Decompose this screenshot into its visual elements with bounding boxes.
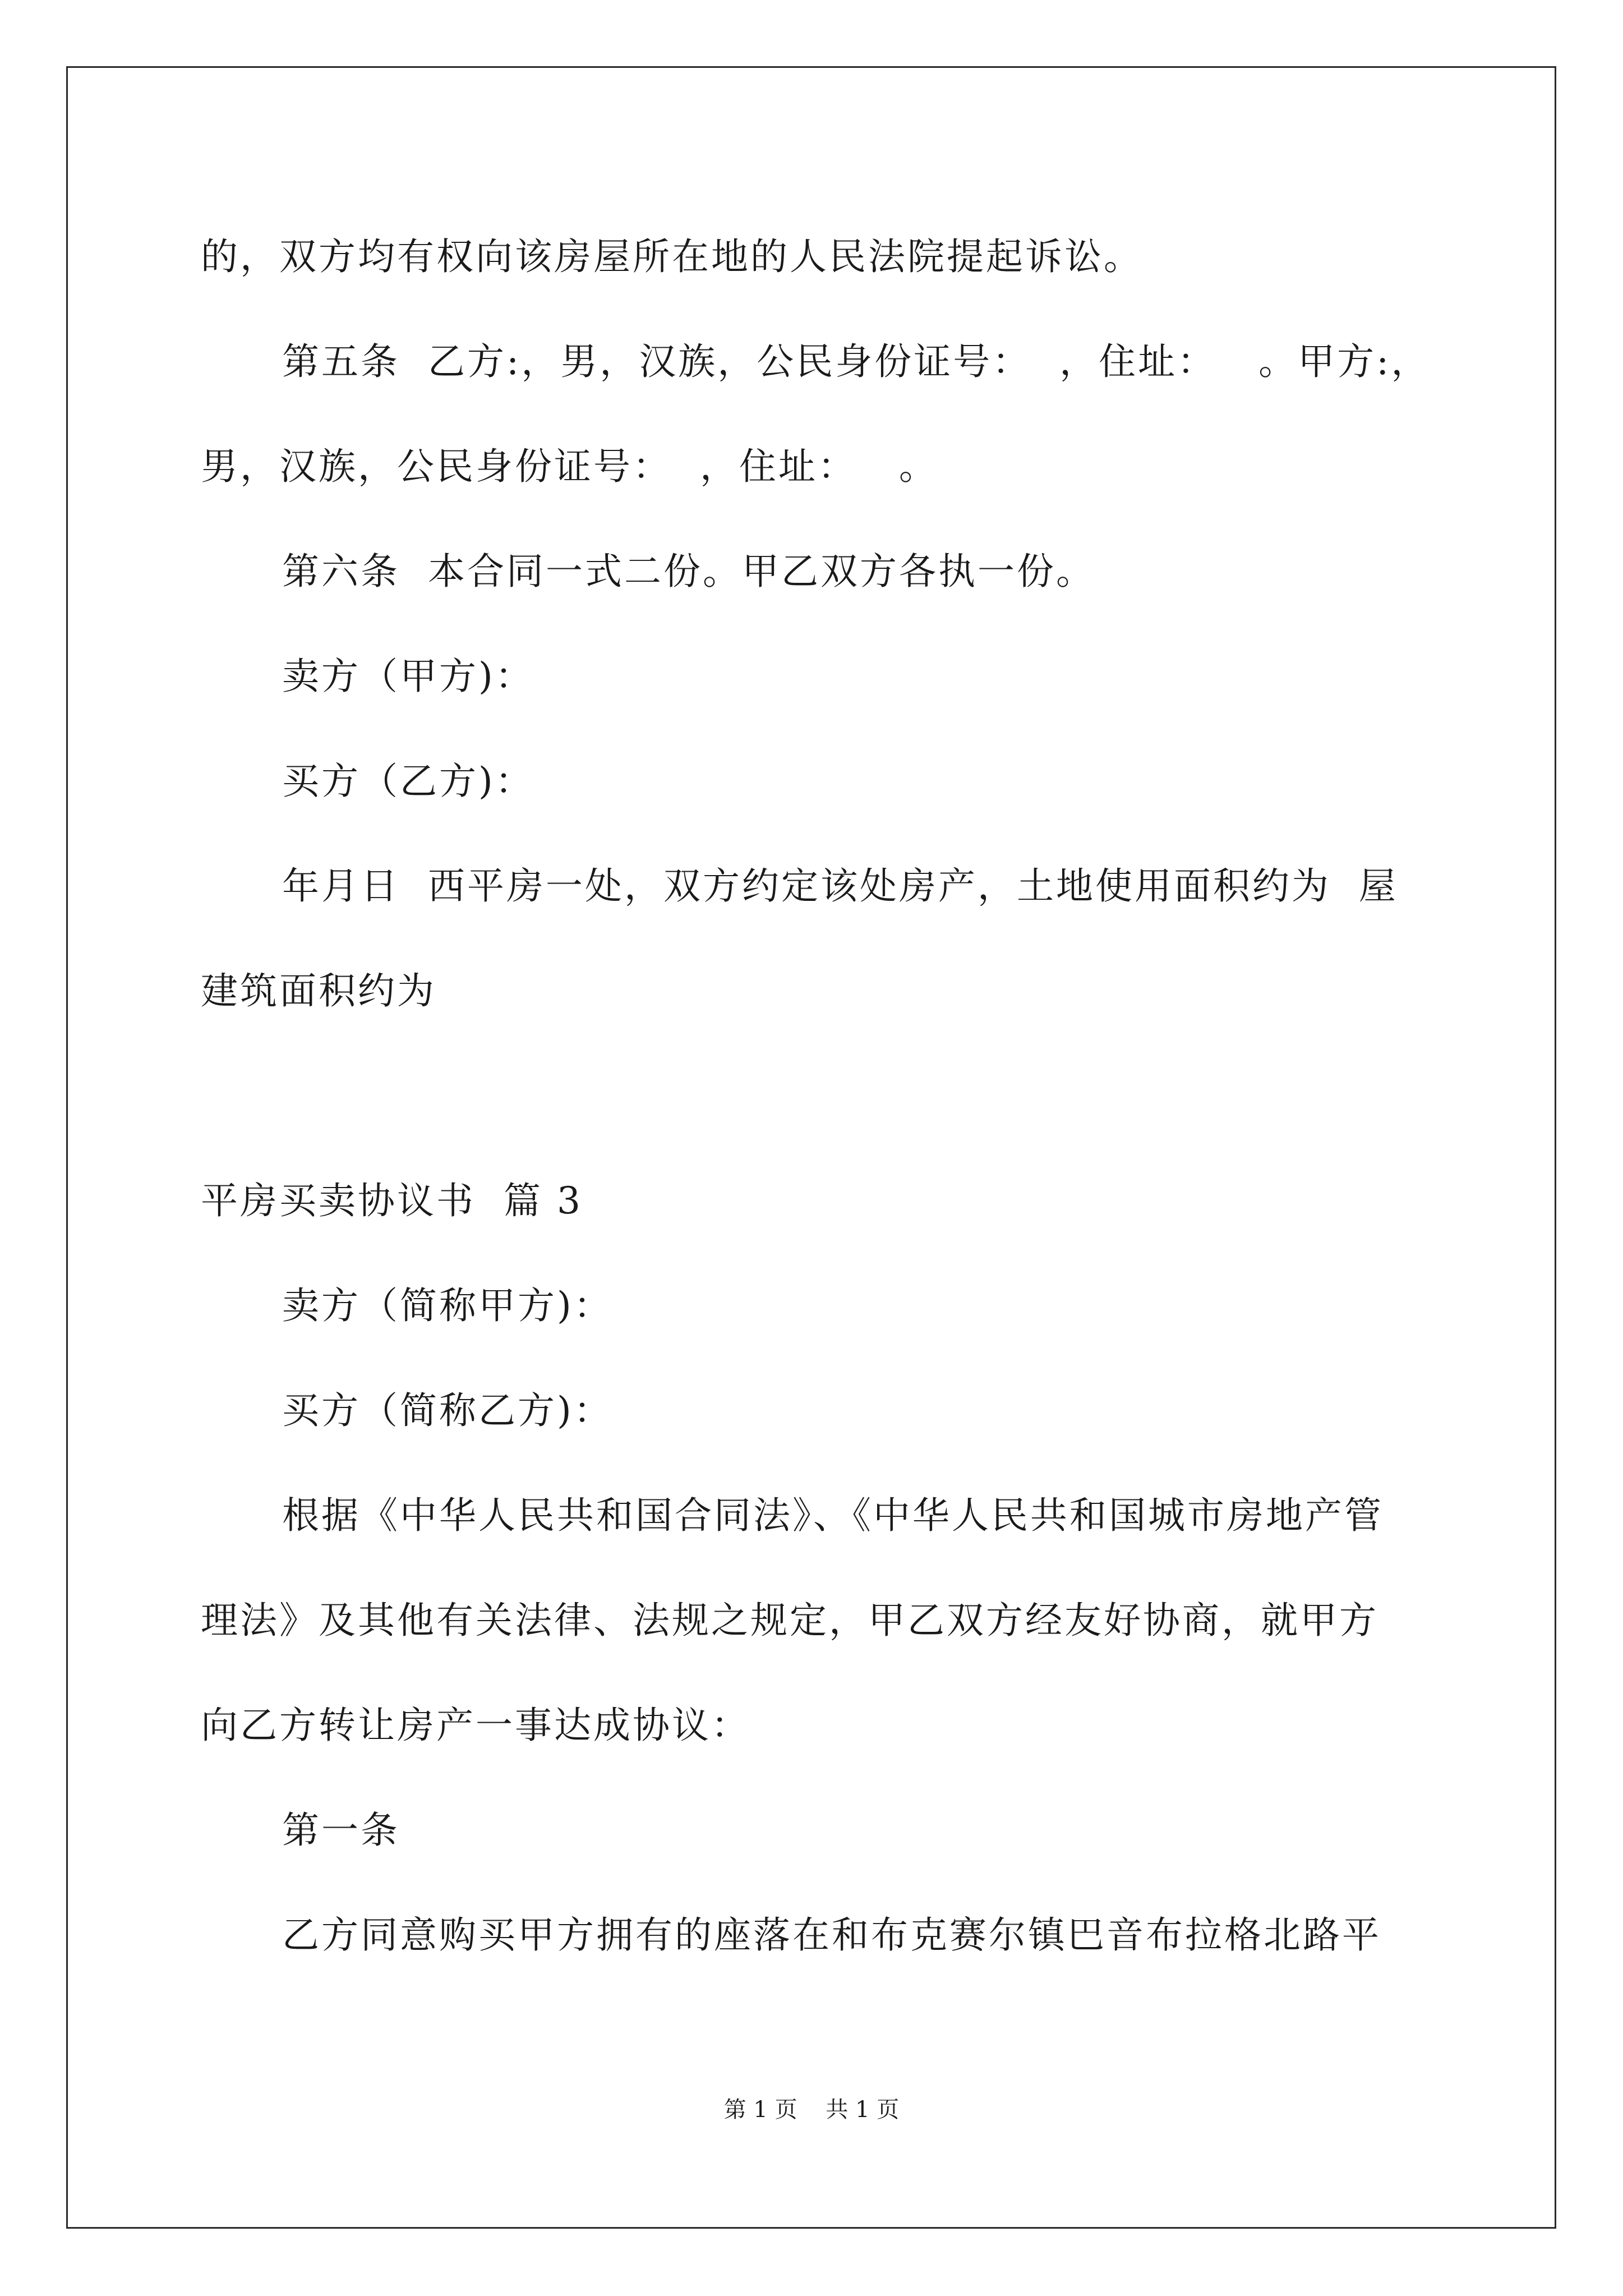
paragraph-line: 年月日 西平房一处，双方约定该处房产，土地使用面积约为 屋 — [282, 864, 1398, 908]
seller-signature-line: 卖方（甲方)： — [282, 655, 534, 698]
paragraph-line: 理法》及其他有关法律、法规之规定，甲乙双方经友好协商，就甲方 — [201, 1599, 1378, 1642]
paragraph-line: 建筑面积约为 — [201, 969, 436, 1013]
buyer-signature-line: 买方（乙方)： — [282, 760, 534, 803]
paragraph-line: 男，汉族，公民身份证号： ，住址： 。 — [201, 445, 938, 488]
seller-line: 卖方（简称甲方)： — [282, 1284, 613, 1327]
blank-line — [201, 1043, 1423, 1148]
buyer-line: 买方（简称乙方)： — [282, 1389, 613, 1432]
page-number-footer: 第 1 页 共 1 页 — [723, 2097, 900, 2123]
section-heading: 平房买卖协议书 篇 3 — [201, 1179, 583, 1222]
paragraph-line: 乙方同意购买甲方拥有的座落在和布克赛尔镇巴音布拉格北路平 — [282, 1913, 1381, 1957]
paragraph-line: 的，双方均有权向该房屋所在地的人民法院提起诉讼。 — [201, 235, 1143, 278]
document-body — [201, 204, 1431, 1987]
paragraph-line: 向乙方转让房产一事达成协议： — [201, 1704, 750, 1747]
paragraph-line: 根据《中华人民共和国合同法》、《中华人民共和国城市房地产管 — [282, 1494, 1384, 1537]
paragraph-line: 第五条 乙方:，男，汉族，公民身份证号： ，住址： 。甲方:， — [282, 340, 1431, 383]
paragraph-line: 第六条 本合同一式二份。甲乙双方各执一份。 — [282, 550, 1095, 593]
article-heading: 第一条 — [282, 1809, 400, 1852]
